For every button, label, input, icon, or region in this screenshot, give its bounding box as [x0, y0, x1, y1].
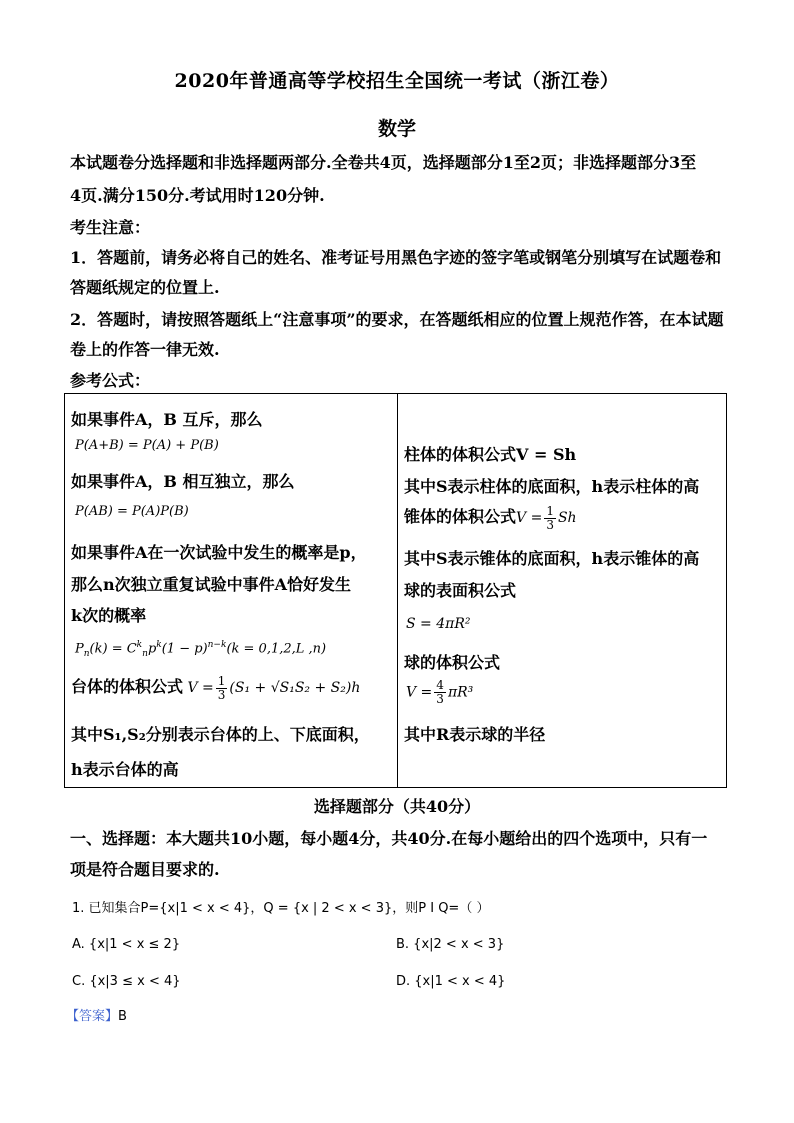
sphere-volume-formula: V = $\frac{4}{3}$ πR³: [406, 678, 474, 706]
answer-tag: 【答案】: [66, 1009, 119, 1024]
sphere-desc: 其中R表示球的半径: [404, 725, 546, 744]
notice-item-1-line-2: 答题纸规定的位置上.: [70, 278, 220, 297]
question-1-stem: 1. 已知集合P={x|1 < x < 4}，Q = {x | 2 < x < 3}，则P I Q=（ ）: [72, 901, 490, 916]
formulas-heading: 参考公式：: [70, 371, 151, 390]
notice-heading: 考生注意：: [70, 218, 151, 237]
cone-volume-formula: 锥体的体积公式V = $\frac{1}{3}$ Sh: [404, 503, 577, 532]
exam-title: 2020年普通高等学校招生全国统一考试（浙江卷）: [174, 70, 620, 92]
frustum-volume-formula: 台体的体积公式 V = $\frac{1}{3}$ (S₁ + √S₁S₂ + S₂)h: [71, 673, 361, 702]
cone-desc: 其中S表示锥体的底面积，h表示锥体的高: [404, 549, 700, 568]
formula-box: [64, 393, 727, 788]
prism-volume-formula: 柱体的体积公式V = Sh: [404, 445, 577, 464]
sphere-volume-label: 球的体积公式: [404, 653, 501, 672]
notice-item-1-line-1: 1．答题前，请务必将自己的姓名、准考证号用黑色字迹的签字笔或钢笔分别填写在试题卷和: [70, 248, 722, 267]
exclusive-events-formula: P(A+B) = P(A) + P(B): [75, 438, 219, 453]
question-1-option-b: B. {x|2 < x < 3}: [396, 937, 505, 952]
sphere-area-label: 球的表面积公式: [404, 581, 517, 600]
subject-title: 数学: [377, 118, 416, 140]
binomial-text-2: 那么n次独立重复试验中事件A恰好发生: [71, 575, 352, 594]
prism-desc: 其中S表示柱体的底面积，h表示柱体的高: [404, 477, 700, 496]
question-1-option-a: A. {x|1 < x ≤ 2}: [72, 937, 181, 952]
independent-events-formula: P(AB) = P(A)P(B): [75, 504, 189, 519]
question-1-option-d: D. {x|1 < x < 4}: [396, 974, 506, 989]
intro-line-1: 本试题卷分选择题和非选择题两部分.全卷共4页，选择题部分1至2页；非选择题部分3至: [70, 153, 697, 172]
independent-events-text: 如果事件A，B 相互独立，那么: [71, 472, 295, 491]
answer-value: B: [118, 1009, 127, 1024]
part1-instructions-line-1: 一、选择题：本大题共10小题，每小题4分，共40分.在每小题给出的四个选项中，只有一: [70, 829, 708, 848]
notice-item-2-line-1: 2．答题时，请按照答题纸上“注意事项”的要求，在答题纸相应的位置上规范作答，在本试题: [70, 310, 724, 329]
sphere-area-formula: S = 4πR²: [406, 616, 471, 632]
frustum-desc-1: 其中S₁,S₂分别表示台体的上、下底面积，: [71, 725, 370, 744]
question-1-answer: [66, 1005, 127, 1024]
binomial-text-1: 如果事件A在一次试验中发生的概率是p，: [71, 543, 367, 562]
part1-instructions-line-2: 项是符合题目要求的.: [70, 860, 220, 879]
section-title: 选择题部分（共40分）: [313, 797, 481, 816]
frustum-desc-2: h表示台体的高: [71, 760, 179, 779]
formula-box-divider: [397, 394, 398, 787]
question-1-option-c: C. {x|3 ≤ x < 4}: [72, 974, 181, 989]
notice-item-2-line-2: 卷上的作答一律无效.: [70, 340, 220, 359]
binomial-text-3: k次的概率: [71, 606, 147, 625]
binomial-formula: $P_n(k) = C^k_np^k(1 - p)^{n-k}(k = 0,1,2,L$ ,n): [75, 640, 327, 659]
intro-line-2: 4页.满分150分.考试用时120分钟.: [70, 186, 325, 205]
exclusive-events-text: 如果事件A，B 互斥，那么: [71, 410, 263, 429]
